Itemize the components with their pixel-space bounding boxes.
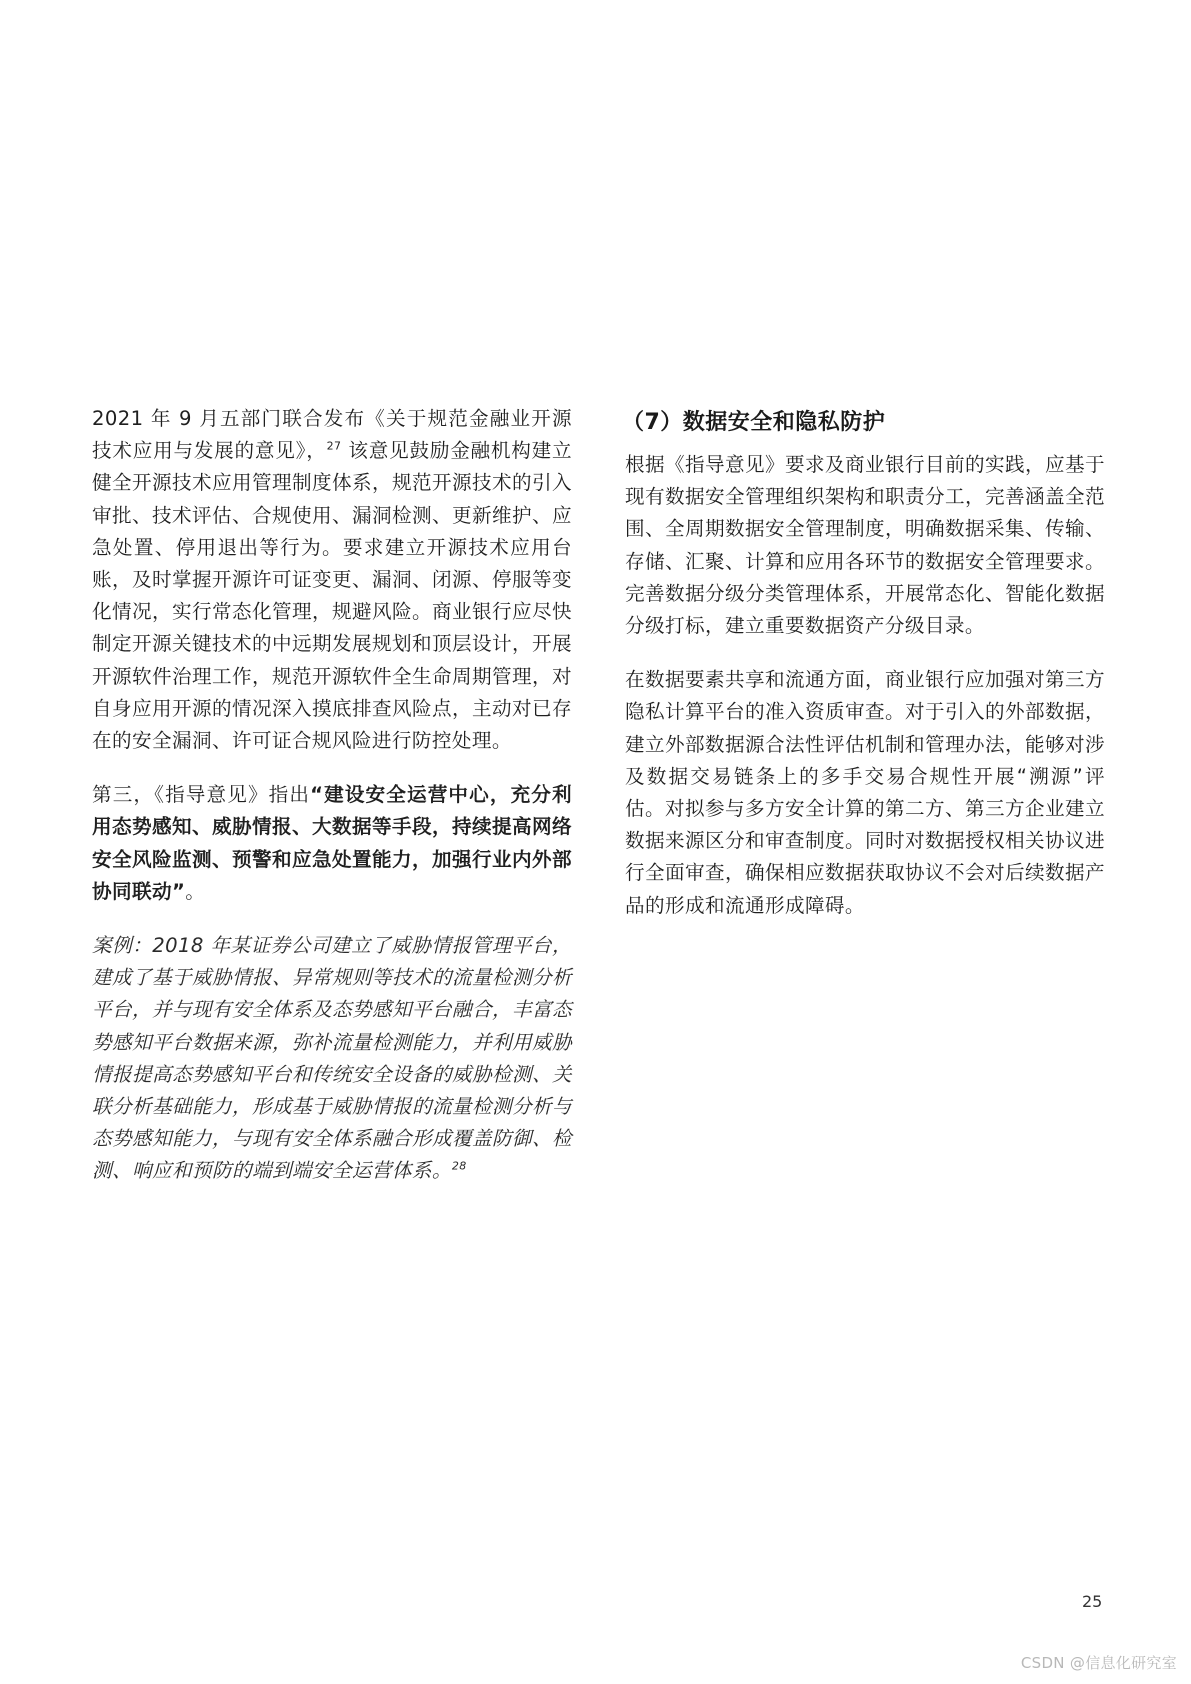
paragraph-text: 该意见鼓励金融机构建立健全开源技术应用管理制度体系，规范开源技术的引入审批、技术评估、合规使用、漏洞检测、更新维护、应急处置、停用退出等行为。要求建立开源技术应用台账，及时掌握开源许可证变更、漏洞、闭源、停服等变化情况，实行常态化管理，规避风险。商业银行应尽快制定开源关键技术的中远期发展规划和顶层设计，开展开源软件治理工作，规范开源软件全生命周期管理，对自身应用开源的情况深入摸底排查风险点，主动对已存在的安全漏洞、许可证合规风险进行防控处理。 [92, 439, 572, 753]
paragraph-text: 。 [185, 879, 206, 903]
watermark: CSDN @信息化研究室 [1020, 1654, 1177, 1672]
paragraph-security-operations [92, 779, 572, 908]
bold-quote: “建设安全运营中心，充分利用态势感知、威胁情报、大数据等手段，持续提高网络安全风险监测、预警和应急处置能力，加强行业内外部协同联动” [92, 783, 573, 903]
footnote-ref-28[interactable]: 28 [451, 1159, 467, 1173]
footnote-ref-27[interactable]: 27 [326, 439, 342, 453]
case-study [92, 930, 572, 1188]
paragraph-text: 第三，《指导意见》指出 [92, 783, 311, 807]
left-column [92, 403, 572, 1210]
case-study-text: 案例：2018 年某证券公司建立了威胁情报管理平台，建成了基于威胁情报、异常规则等技术的流量检测分析平台，并与现有安全体系及态势感知平台融合，丰富态势感知平台数据来源，弥补流量检测能力，并利用威胁情报提高态势感知平台和传统安全设备的威胁检测、关联分析基础能力，形成基于威胁情报的流量检测分析与态势感知能力，与现有安全体系融合形成覆盖防御、检测、响应和预防的端到端安全运营体系。 [92, 934, 572, 1183]
paragraph-text: 2021 年 9 月五部门联合发布《关于规范金融业开源技术应用与发展的意见》， [92, 407, 572, 463]
section-heading: （7）数据安全和隐私防护 [622, 410, 886, 435]
right-column [622, 403, 1105, 944]
paragraph-data-sharing: 在数据要素共享和流通方面，商业银行应加强对第三方隐私计算平台的准入资质审查。对于引入的外部数据，建立外部数据源合法性评估机制和管理办法，能够对涉及数据交易链条上的多手交易合规性开展“溯源”评估。对拟参与多方安全计算的第二方、第三方企业建立数据来源区分和审查制度。同时对数据授权相关协议进行全面审查，确保相应数据获取协议不会对后续数据产品的形成和流通形成障碍。 [625, 668, 1105, 917]
paragraph-data-security: 根据《指导意见》要求及商业银行目前的实践，应基于现有数据安全管理组织架构和职责分工，完善涵盖全范围、全周期数据安全管理制度，明确数据采集、传输、存储、汇聚、计算和应用各环节的数据安全管理要求。完善数据分级分类管理体系，开展常态化、智能化数据分级打标，建立重要数据资产分级目录。 [625, 453, 1105, 638]
paragraph-open-source [92, 403, 572, 757]
page-number: 25 [1082, 1592, 1103, 1611]
